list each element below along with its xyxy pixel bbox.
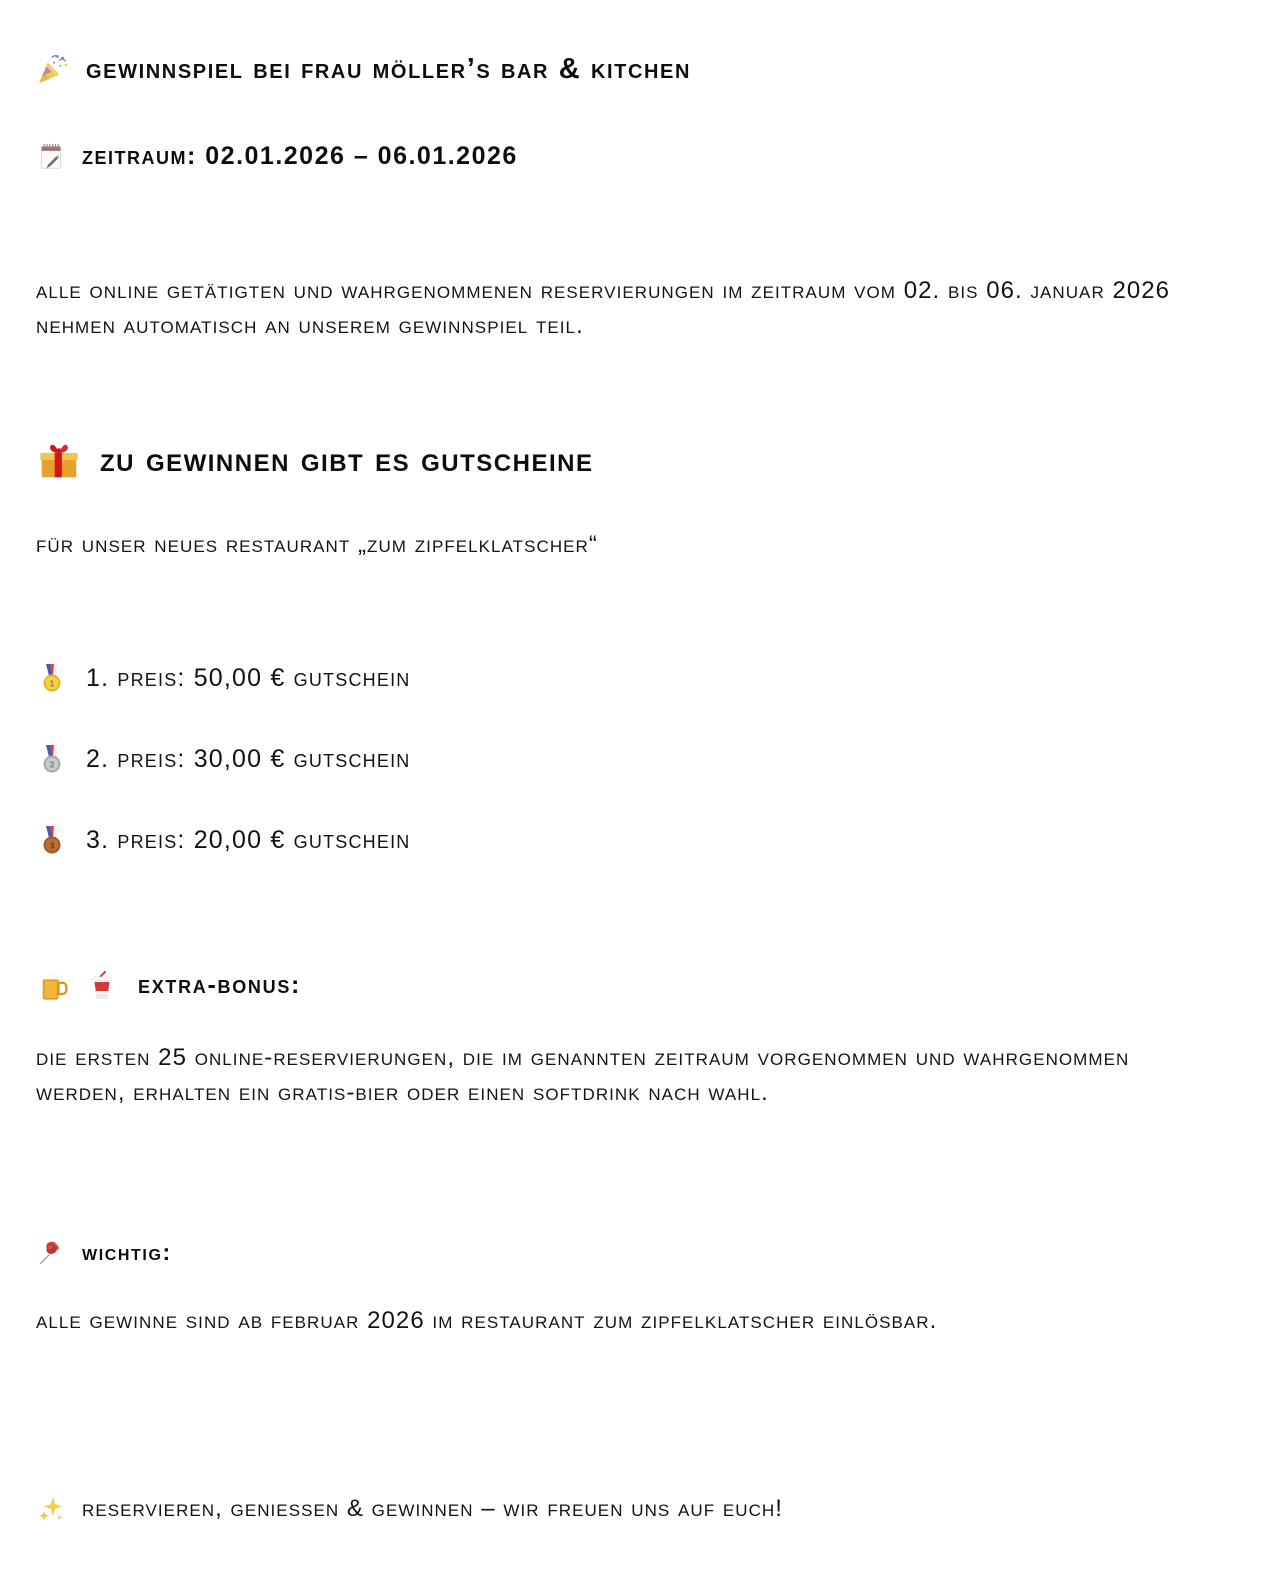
closing-text: reservieren, geniessen & gewinnen – wir freuen uns auf euch!: [82, 1495, 783, 1522]
svg-text:2: 2: [49, 760, 55, 770]
list-item: [36, 820, 410, 860]
svg-text:1: 1: [49, 679, 55, 689]
prizes-heading-row: [36, 437, 593, 483]
prize-label: 1. preis: 50,00 € gutschein: [86, 663, 411, 692]
period-row: [36, 141, 518, 171]
prizes-subtitle: für unser neues restaurant „zum zipfelklatscher“: [36, 531, 598, 558]
beer-mug-icon: [36, 967, 72, 1003]
closing-row: [36, 1493, 783, 1525]
bonus-heading: extra-bonus:: [138, 970, 302, 999]
prize-label: 3. preis: 20,00 € gutschein: [86, 825, 411, 854]
svg-text:3: 3: [49, 841, 55, 851]
list-item: [36, 739, 410, 779]
party-popper-icon: [36, 52, 70, 86]
spiral-notepad-icon: [36, 141, 66, 171]
bonus-heading-row: [36, 967, 301, 1003]
gold-medal-icon: [36, 662, 68, 694]
sparkles-icon: [36, 1493, 68, 1525]
prize-label: 2. preis: 30,00 € gutschein: [86, 744, 411, 773]
list-item: [36, 658, 410, 698]
period-label: zeitraum: 02.01.2026 – 06.01.2026: [82, 141, 518, 170]
important-heading: wichtig:: [82, 1238, 172, 1265]
page-title: gewinnspiel bei frau möller’s bar & kitchen: [86, 52, 692, 85]
wrapped-gift-icon: [36, 437, 82, 483]
cup-with-straw-icon: [86, 969, 118, 1001]
page-title-row: [36, 52, 691, 86]
pushpin-icon: [36, 1237, 66, 1267]
silver-medal-icon: [36, 743, 68, 775]
prizes-heading: zu gewinnen gibt es gutscheine: [100, 440, 594, 479]
bronze-medal-icon: [36, 824, 68, 856]
important-heading-row: [36, 1237, 172, 1267]
intro-paragraph: alle online getätigten und wahrgenommenen reservierungen im zeitraum vom 02. bis 06. januar 2026 nehmen automatisch an unserem gewinnspiel teil.: [36, 277, 1171, 339]
prize-list: [36, 658, 410, 901]
important-paragraph: alle gewinne sind ab februar 2026 im restaurant zum zipfelklatscher einlösbar.: [36, 1307, 938, 1334]
bonus-paragraph: die ersten 25 online-reservierungen, die im genannten zeitraum vorgenommen und wahrgenommen werden, erhalten ein gratis-bier oder einen softdrink nach wahl.: [36, 1044, 1130, 1106]
